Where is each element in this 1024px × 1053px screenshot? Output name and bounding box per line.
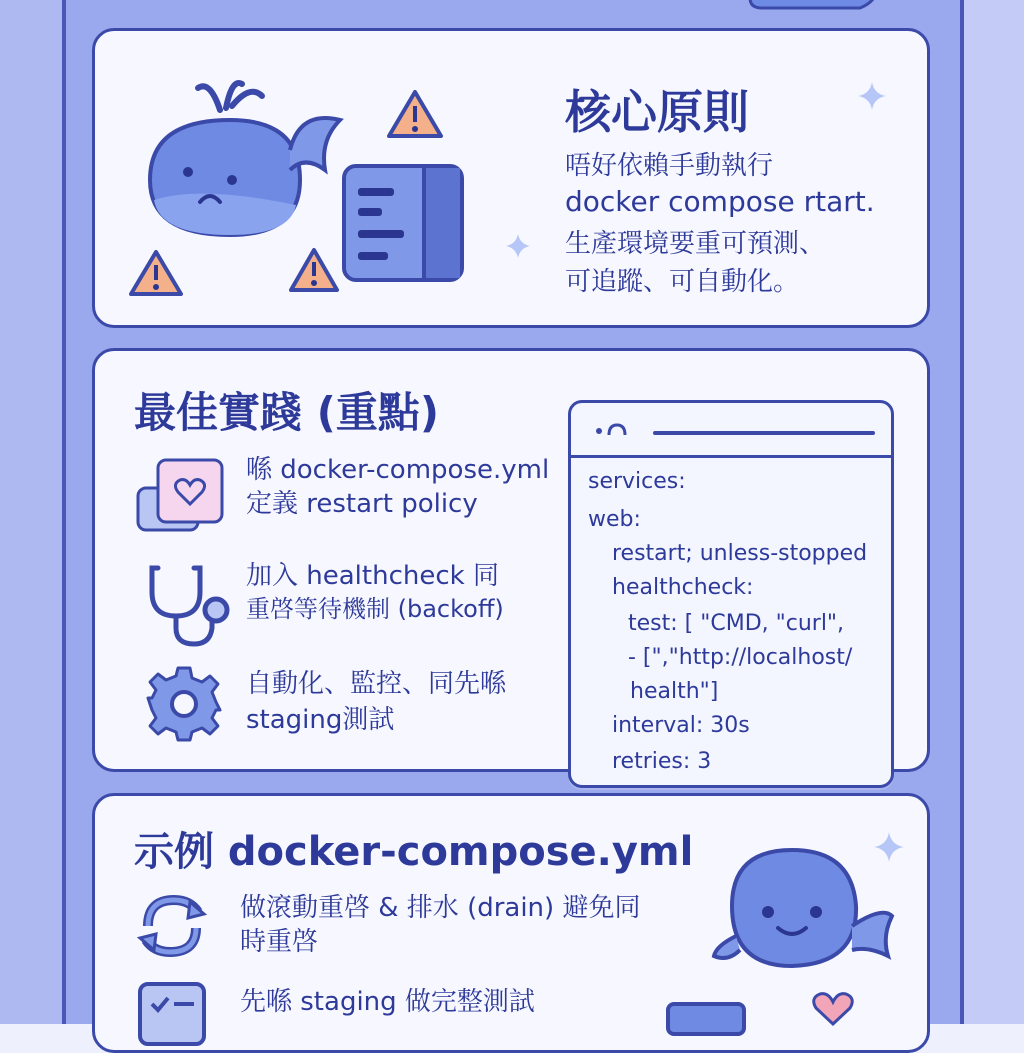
code-window-titlebar bbox=[571, 403, 891, 458]
code-line: services: bbox=[588, 469, 686, 494]
code-line: health"] bbox=[630, 679, 719, 704]
window-dots-icon bbox=[593, 419, 633, 439]
address-bar-icon bbox=[653, 431, 875, 437]
sparkle-icon bbox=[858, 82, 886, 110]
sparkle-icon bbox=[506, 234, 530, 258]
happy-whale-icon bbox=[712, 846, 902, 976]
principle-line: 可追蹤、可自動化。 bbox=[565, 267, 800, 297]
warning-icon bbox=[386, 88, 444, 140]
code-line: test: [ "CMD, "curl", bbox=[628, 611, 845, 636]
laptop-icon bbox=[666, 1002, 746, 1026]
example-line: 先喺 staging 做完整測試 bbox=[240, 987, 535, 1017]
checklist-icon bbox=[138, 982, 208, 1032]
practice-line: 定義 restart policy bbox=[246, 489, 478, 519]
code-line: - [","http://localhost/ bbox=[628, 645, 853, 670]
practice-line: 自動化、監控、同先喺 bbox=[246, 669, 507, 699]
principle-line: 生產環境要重可預測、 bbox=[565, 229, 826, 259]
refresh-icon bbox=[134, 888, 210, 964]
heart-icon bbox=[810, 994, 856, 1024]
heart-card-icon bbox=[136, 458, 226, 534]
practice-line: 喺 docker-compose.yml bbox=[246, 455, 550, 485]
practice-line: 重啓等待機制 (backoff) bbox=[246, 595, 504, 623]
code-line: web: bbox=[588, 507, 641, 532]
example-title: 示例 docker-compose.yml bbox=[134, 829, 694, 875]
sparkle-icon bbox=[874, 832, 904, 862]
left-rail bbox=[0, 0, 66, 1024]
warning-icon bbox=[128, 248, 184, 298]
stethoscope-icon bbox=[146, 562, 236, 652]
principle-line: 唔好依賴手動執行 bbox=[565, 151, 774, 181]
server-panel-icon bbox=[342, 164, 466, 284]
gear-icon bbox=[146, 666, 222, 742]
core-principles-title: 核心原則 bbox=[565, 85, 749, 139]
code-line: healthcheck: bbox=[612, 575, 754, 600]
example-line: 時重啓 bbox=[240, 927, 319, 957]
top-whale-icon bbox=[750, 0, 890, 30]
practice-line: 加入 healthcheck 同 bbox=[246, 561, 499, 591]
whale-icon bbox=[140, 70, 350, 250]
best-practices-title: 最佳實踐 (重點) bbox=[134, 388, 440, 437]
code-line: interval: 30s bbox=[612, 713, 750, 738]
code-line: retries: 3 bbox=[612, 749, 712, 774]
code-line: restart; unless-stopped bbox=[612, 541, 868, 566]
principle-line: docker compose rtart. bbox=[565, 185, 875, 218]
example-line: 做滾動重啓 & 排水 (drain) 避免同 bbox=[240, 893, 641, 923]
practice-line: staging測試 bbox=[246, 705, 395, 735]
right-rail bbox=[960, 0, 1024, 1024]
warning-icon bbox=[288, 246, 340, 294]
